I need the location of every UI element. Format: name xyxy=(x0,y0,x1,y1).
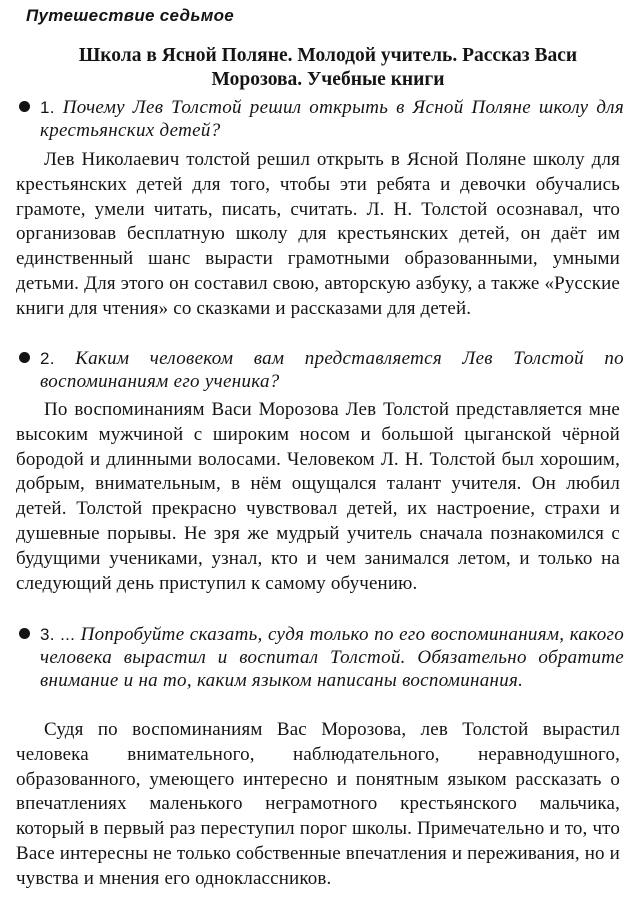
question-number: 2. xyxy=(40,349,55,368)
question-bullet-icon xyxy=(19,628,30,639)
running-head: Путешествие седьмое xyxy=(26,6,235,25)
question-1 xyxy=(40,96,624,142)
question-text: Попробуйте сказать, судя только по его воспоминаниям, какого человека вырастил и воспитал Толстой. Обязательно обратите внимание и на то, каким языком написаны воспоминания. xyxy=(40,624,624,691)
section-title: Школа в Ясной Поляне. Молодой учитель. Рассказ Васи Морозова. Учебные книги xyxy=(78,45,578,90)
question-2 xyxy=(40,347,624,393)
question-bullet-icon xyxy=(19,101,30,112)
answer-1: Лев Николаевич толстой решил открыть в Ясной Поляне школу для крестьянских детей для того, чтобы эти ребята и девочки обучались грамоте, умели читать, писать, считать. Л. Н. Толстой осознавал, что организовав бесплатную школу для крестьянских детей, он даёт им единственный шанс вырасти грамотными образованными, умными детьми. Для этого он составил свою, авторскую азбуку, а также «Русские книги для чтения» со сказками и рассказами для детей. xyxy=(16,149,620,319)
answer-3: Судя по воспоминаниям Вас Морозова, лев Толстой вырастил человека внимательного, наблюдательного, неравнодушного, образованного, умеющего интересно и понятным языком рассказать о впечатлениях маленького неграмотного крестьянского мальчика, который в первый раз переступил порог школы. Примечательно и то, что Васе интересны не только собственные впечатления и переживания, но и чувства и мнения его одноклассников. xyxy=(16,719,620,889)
question-3 xyxy=(40,623,624,692)
question-text: Каким человеком вам представляется Лев Толстой по воспоминаниям его ученика? xyxy=(40,348,624,392)
question-text: Почему Лев Толстой решил открыть в Ясной Поляне школу для крестьянских детей? xyxy=(40,97,624,141)
question-number: 1. xyxy=(40,98,55,117)
question-bullet-icon xyxy=(19,352,30,363)
question-number: 3. ... xyxy=(40,625,76,644)
answer-2: По воспоминаниям Васи Морозова Лев Толстой представляется мне высоким мужчиной с широким носом и большой цыганской чёрной бородой и длинными волосами. Человеком Л. Н. Толстой был хорошим, добрым, внимательным, в нём ощущался талант учителя. Он любил детей. Толстой прекрасно чувствовал детей, их настроение, страхи и душевные порывы. Не зря же мудрый учитель сначала познакомился с будущими учениками, узнал, кто и чем занимался летом, и только на следующий день приступил к самому обучению. xyxy=(16,399,620,594)
